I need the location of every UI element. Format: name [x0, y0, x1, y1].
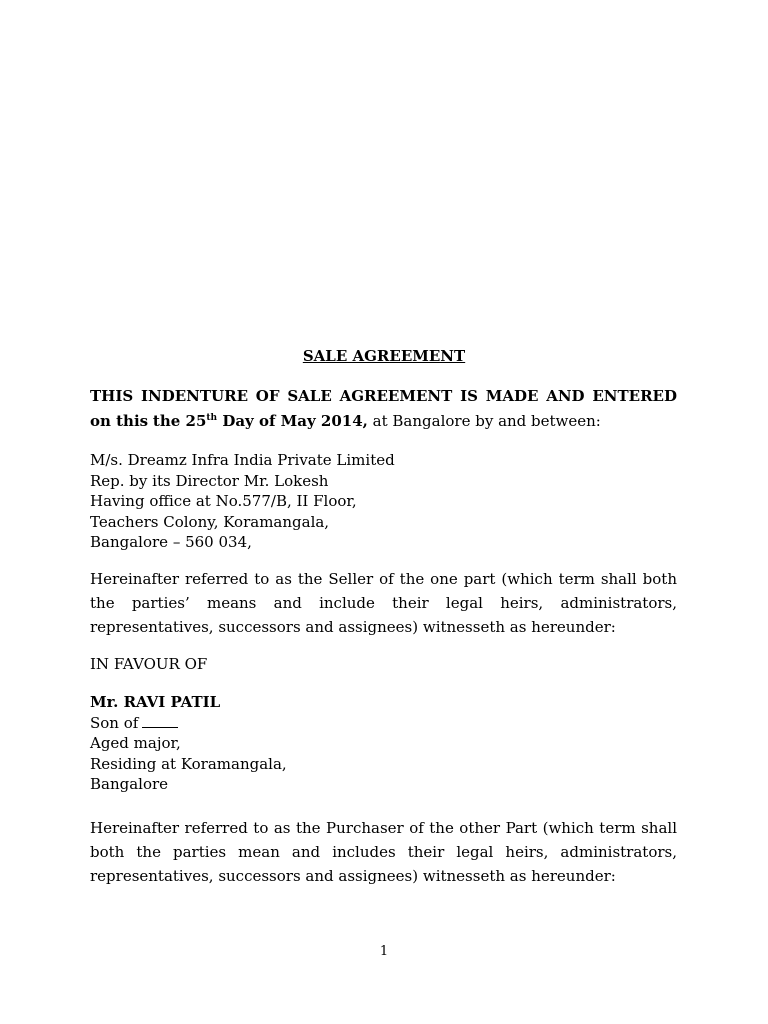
purchaser-residing: Residing at Koramangala,	[90, 754, 287, 773]
son-of-blank-line	[142, 715, 178, 728]
purchaser-paragraph: Hereinafter referred to as the Purchaser of the other Part (which term shall both the parties mean and includes their legal heirs, administrators, representatives, successors and assignees) witnesseth as hereunder:	[90, 819, 677, 885]
seller-line-3: Having office at No.577/B, II Floor,	[90, 492, 357, 510]
seller-paragraph: Hereinafter referred to as the Seller of the one part (which term shall both the parties’ means and include their legal heirs, administrators, representatives, successors and assignees) witnesseth as hereunder:	[90, 570, 677, 636]
purchaser-block	[90, 692, 677, 795]
intro-bold-date-pre: the 25	[152, 412, 207, 430]
document-title: SALE AGREEMENT	[302, 347, 466, 365]
intro-bold-line1: THIS INDENTURE OF SALE AGREEMENT IS MADE AND ENTERED on this	[90, 387, 677, 430]
purchaser-son-of: Son of	[90, 713, 139, 732]
purchaser-paragraph-block	[90, 816, 677, 888]
seller-line-1: M/s. Dreamz Infra India Private Limited	[90, 451, 395, 469]
seller-line-4: Teachers Colony, Koramangala,	[90, 512, 330, 531]
seller-line-5: Bangalore – 560 034,	[90, 533, 252, 551]
intro-paragraph	[90, 384, 677, 434]
intro-date-suffix: th	[206, 413, 218, 423]
purchaser-name: Mr. RAVI PATIL	[90, 693, 221, 711]
page-number: 1	[379, 944, 389, 959]
seller-paragraph-block	[90, 567, 677, 639]
purchaser-age: Aged major,	[90, 734, 181, 752]
purchaser-city: Bangalore	[90, 775, 169, 793]
in-favour-block	[90, 654, 677, 675]
intro-rest: at Bangalore by and between:	[367, 412, 601, 430]
seller-address-block	[90, 450, 677, 553]
in-favour-of: IN FAVOUR OF	[90, 655, 208, 673]
intro-bold-date-post: Day of May 2014,	[217, 412, 368, 430]
seller-line-2: Rep. by its Director Mr. Lokesh	[90, 471, 329, 490]
